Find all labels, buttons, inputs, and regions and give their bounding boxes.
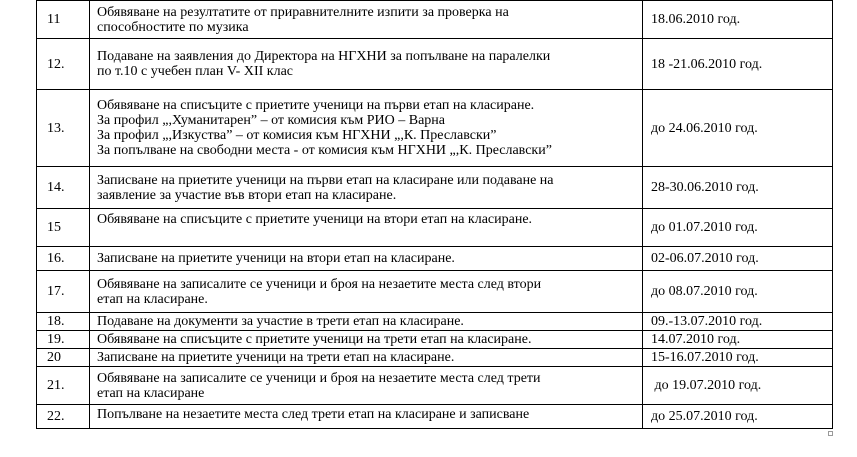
row-description bbox=[90, 313, 643, 331]
description-line: Обявяване на списъците с приетите ученици на трети етап на класиране. bbox=[97, 332, 532, 347]
row-number: 13. bbox=[37, 90, 90, 167]
description-line: Обявяване на списъците с приетите ученици на втори етап на класиране. bbox=[97, 212, 533, 227]
row-number: 11 bbox=[37, 1, 90, 39]
row-date: 18.06.2010 год. bbox=[643, 1, 833, 39]
row-date: до 08.07.2010 год. bbox=[643, 271, 833, 313]
table-row bbox=[37, 1, 833, 39]
table-row bbox=[37, 331, 833, 349]
description-line: етап на класиране. bbox=[97, 291, 208, 307]
row-description bbox=[90, 271, 643, 313]
row-date: 18 -21.06.2010 год. bbox=[643, 39, 833, 90]
description-line: Подаване на заявления до Директора на НГХНИ за попълване на паралелки bbox=[97, 49, 551, 64]
description-line: Попълване на незаетите места след трети етап на класиране и записване bbox=[97, 407, 530, 422]
row-number: 22. bbox=[37, 405, 90, 429]
description-line: Записване на приетите ученици на трети етап на класиране. bbox=[97, 350, 455, 365]
row-description bbox=[90, 167, 643, 209]
row-date: 15-16.07.2010 год. bbox=[643, 349, 833, 367]
description-line: Записване на приетите ученици на втори етап на класиране. bbox=[97, 251, 455, 266]
row-date: 02-06.07.2010 год. bbox=[643, 247, 833, 271]
description-line: За попълване на свободни места - от комисия към НГХНИ „,К. Преславски” bbox=[97, 143, 552, 158]
description-line: по т.10 с учебен план V- XII клас bbox=[97, 64, 293, 79]
row-number: 12. bbox=[37, 39, 90, 90]
description-line: За профил „,Хуманитарен” – от комисия към РИО – Варна bbox=[97, 113, 445, 128]
description-line: заявление за участие във втори етап на класиране. bbox=[97, 187, 397, 203]
row-number: 17. bbox=[37, 271, 90, 313]
description-line: способностите по музика bbox=[97, 19, 249, 35]
description-line: Обявяване на записалите се ученици и броя на незаетите места след трети bbox=[97, 370, 541, 386]
row-date: до 01.07.2010 год. bbox=[643, 209, 833, 247]
row-description bbox=[90, 90, 643, 167]
table-row bbox=[37, 167, 833, 209]
row-number: 18. bbox=[37, 313, 90, 331]
row-number: 20 bbox=[37, 349, 90, 367]
row-date: 09.-13.07.2010 год. bbox=[643, 313, 833, 331]
description-line: За профил „,Изкуства” – от комисия към НГХНИ „,К. Преславски” bbox=[97, 128, 497, 143]
description-line: Обявяване на записалите се ученици и броя на незаетите места след втори bbox=[97, 276, 542, 292]
row-number: 16. bbox=[37, 247, 90, 271]
table-row bbox=[37, 271, 833, 313]
row-description bbox=[90, 247, 643, 271]
row-description bbox=[90, 39, 643, 90]
description-line: Записване на приетите ученици на първи етап на класиране или подаване на bbox=[97, 172, 554, 188]
row-description bbox=[90, 367, 643, 405]
row-description bbox=[90, 1, 643, 39]
table-row bbox=[37, 39, 833, 90]
row-date: до 19.07.2010 год. bbox=[643, 367, 833, 405]
table-resize-handle[interactable] bbox=[828, 431, 833, 436]
row-date: 14.07.2010 год. bbox=[643, 331, 833, 349]
schedule-table bbox=[36, 0, 833, 429]
table-row bbox=[37, 349, 833, 367]
row-description bbox=[90, 349, 643, 367]
row-date: 28-30.06.2010 год. bbox=[643, 167, 833, 209]
row-description bbox=[90, 405, 643, 429]
table-row bbox=[37, 405, 833, 429]
row-number: 19. bbox=[37, 331, 90, 349]
table-row bbox=[37, 209, 833, 247]
row-date: до 25.07.2010 год. bbox=[643, 405, 833, 429]
description-line: Подаване на документи за участие в трети етап на класиране. bbox=[97, 314, 464, 329]
row-number: 21. bbox=[37, 367, 90, 405]
row-description bbox=[90, 331, 643, 349]
table-row bbox=[37, 367, 833, 405]
row-number: 14. bbox=[37, 167, 90, 209]
description-line: етап на класиране bbox=[97, 385, 205, 401]
table-row bbox=[37, 313, 833, 331]
table-row bbox=[37, 90, 833, 167]
row-number: 15 bbox=[37, 209, 90, 247]
row-description bbox=[90, 209, 643, 247]
row-date: до 24.06.2010 год. bbox=[643, 90, 833, 167]
table-row bbox=[37, 247, 833, 271]
description-line: Обявяване на списъците с приетите ученици на първи етап на класиране. bbox=[97, 98, 535, 113]
description-line: Обявяване на резултатите от приравнителните изпити за проверка на bbox=[97, 4, 509, 20]
